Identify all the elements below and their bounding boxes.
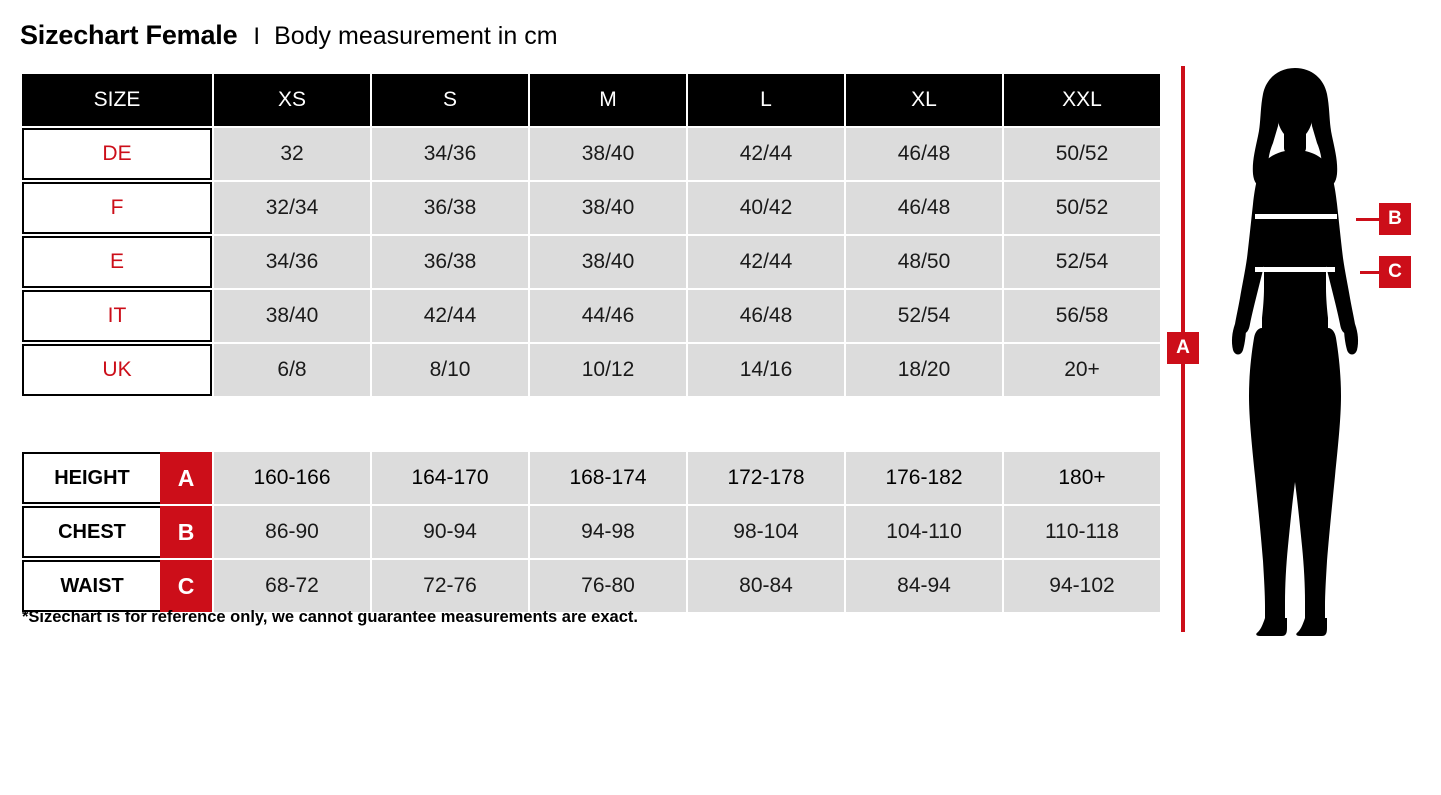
table-header-row [22, 74, 1160, 126]
footnote: *Sizechart is for reference only, we cannot guarantee measurements are exact. [22, 608, 638, 626]
page-title [20, 20, 558, 51]
table-row [22, 128, 1160, 180]
cell-waist-xs: 68-72 [214, 560, 370, 612]
cell-e-m: 38/40 [530, 236, 686, 288]
cell-uk-xl: 18/20 [846, 344, 1002, 396]
cell-height-s: 164-170 [372, 452, 528, 504]
cell-de-l: 42/44 [688, 128, 844, 180]
row-label-chest [22, 506, 212, 558]
page-title-subtitle: Body measurement in cm [274, 22, 558, 50]
cell-chest-m: 94-98 [530, 506, 686, 558]
cell-f-l: 40/42 [688, 182, 844, 234]
cell-waist-xl: 84-94 [846, 560, 1002, 612]
cell-it-m: 44/46 [530, 290, 686, 342]
measure-badge-c: C [160, 560, 212, 612]
cell-de-s: 34/36 [372, 128, 528, 180]
header-cell-xs: XS [214, 74, 370, 126]
measure-badge-b: B [160, 506, 212, 558]
header-cell-m: M [530, 74, 686, 126]
cell-it-l: 46/48 [688, 290, 844, 342]
cell-de-xxl: 50/52 [1004, 128, 1160, 180]
row-label-uk: UK [22, 344, 212, 396]
cell-f-xs: 32/34 [214, 182, 370, 234]
cell-chest-s: 90-94 [372, 506, 528, 558]
cell-height-m: 168-174 [530, 452, 686, 504]
cell-waist-s: 72-76 [372, 560, 528, 612]
cell-uk-xs: 6/8 [214, 344, 370, 396]
table-row [22, 452, 1160, 504]
table-row [22, 290, 1160, 342]
cell-it-s: 42/44 [372, 290, 528, 342]
row-label-de: DE [22, 128, 212, 180]
sizechart-table-wrapper [20, 72, 1158, 614]
cell-de-xl: 46/48 [846, 128, 1002, 180]
cell-e-l: 42/44 [688, 236, 844, 288]
table-row [22, 236, 1160, 288]
measure-name-height: HEIGHT [22, 452, 160, 504]
row-label-it: IT [22, 290, 212, 342]
title-separator: I [253, 23, 261, 50]
header-cell-xl: XL [846, 74, 1002, 126]
header-cell-xxl: XXL [1004, 74, 1160, 126]
table-row [22, 506, 1160, 558]
row-label-e: E [22, 236, 212, 288]
sizechart-table [20, 72, 1162, 614]
measure-name-chest: CHEST [22, 506, 160, 558]
table-spacer [22, 398, 1160, 450]
cell-it-xs: 38/40 [214, 290, 370, 342]
body-figure [1160, 66, 1430, 636]
table-row [22, 182, 1160, 234]
cell-chest-xs: 86-90 [214, 506, 370, 558]
page-title-main: Sizechart Female [20, 20, 238, 50]
cell-e-xxl: 52/54 [1004, 236, 1160, 288]
cell-e-xl: 48/50 [846, 236, 1002, 288]
cell-chest-l: 98-104 [688, 506, 844, 558]
cell-f-s: 36/38 [372, 182, 528, 234]
row-label-waist [22, 560, 212, 612]
cell-it-xxl: 56/58 [1004, 290, 1160, 342]
cell-f-xl: 46/48 [846, 182, 1002, 234]
figure-badge-b: B [1379, 203, 1411, 235]
cell-waist-l: 80-84 [688, 560, 844, 612]
header-cell-s: S [372, 74, 528, 126]
cell-uk-l: 14/16 [688, 344, 844, 396]
cell-de-m: 38/40 [530, 128, 686, 180]
cell-e-xs: 34/36 [214, 236, 370, 288]
cell-chest-xl: 104-110 [846, 506, 1002, 558]
cell-height-l: 172-178 [688, 452, 844, 504]
figure-badge-c: C [1379, 256, 1411, 288]
row-label-height [22, 452, 212, 504]
row-label-f: F [22, 182, 212, 234]
cell-height-xxl: 180+ [1004, 452, 1160, 504]
cell-de-xs: 32 [214, 128, 370, 180]
cell-e-s: 36/38 [372, 236, 528, 288]
cell-height-xl: 176-182 [846, 452, 1002, 504]
table-row [22, 560, 1160, 612]
header-cell-size: SIZE [22, 74, 212, 126]
cell-uk-xxl: 20+ [1004, 344, 1160, 396]
measure-badge-a: A [160, 452, 212, 504]
cell-uk-s: 8/10 [372, 344, 528, 396]
cell-it-xl: 52/54 [846, 290, 1002, 342]
cell-f-m: 38/40 [530, 182, 686, 234]
female-silhouette-icon [1208, 66, 1383, 636]
measure-name-waist: WAIST [22, 560, 160, 612]
table-spacer-cell [22, 398, 1160, 450]
figure-badge-a: A [1167, 332, 1199, 364]
cell-uk-m: 10/12 [530, 344, 686, 396]
cell-chest-xxl: 110-118 [1004, 506, 1160, 558]
table-row [22, 344, 1160, 396]
cell-f-xxl: 50/52 [1004, 182, 1160, 234]
cell-waist-xxl: 94-102 [1004, 560, 1160, 612]
cell-height-xs: 160-166 [214, 452, 370, 504]
header-cell-l: L [688, 74, 844, 126]
cell-waist-m: 76-80 [530, 560, 686, 612]
